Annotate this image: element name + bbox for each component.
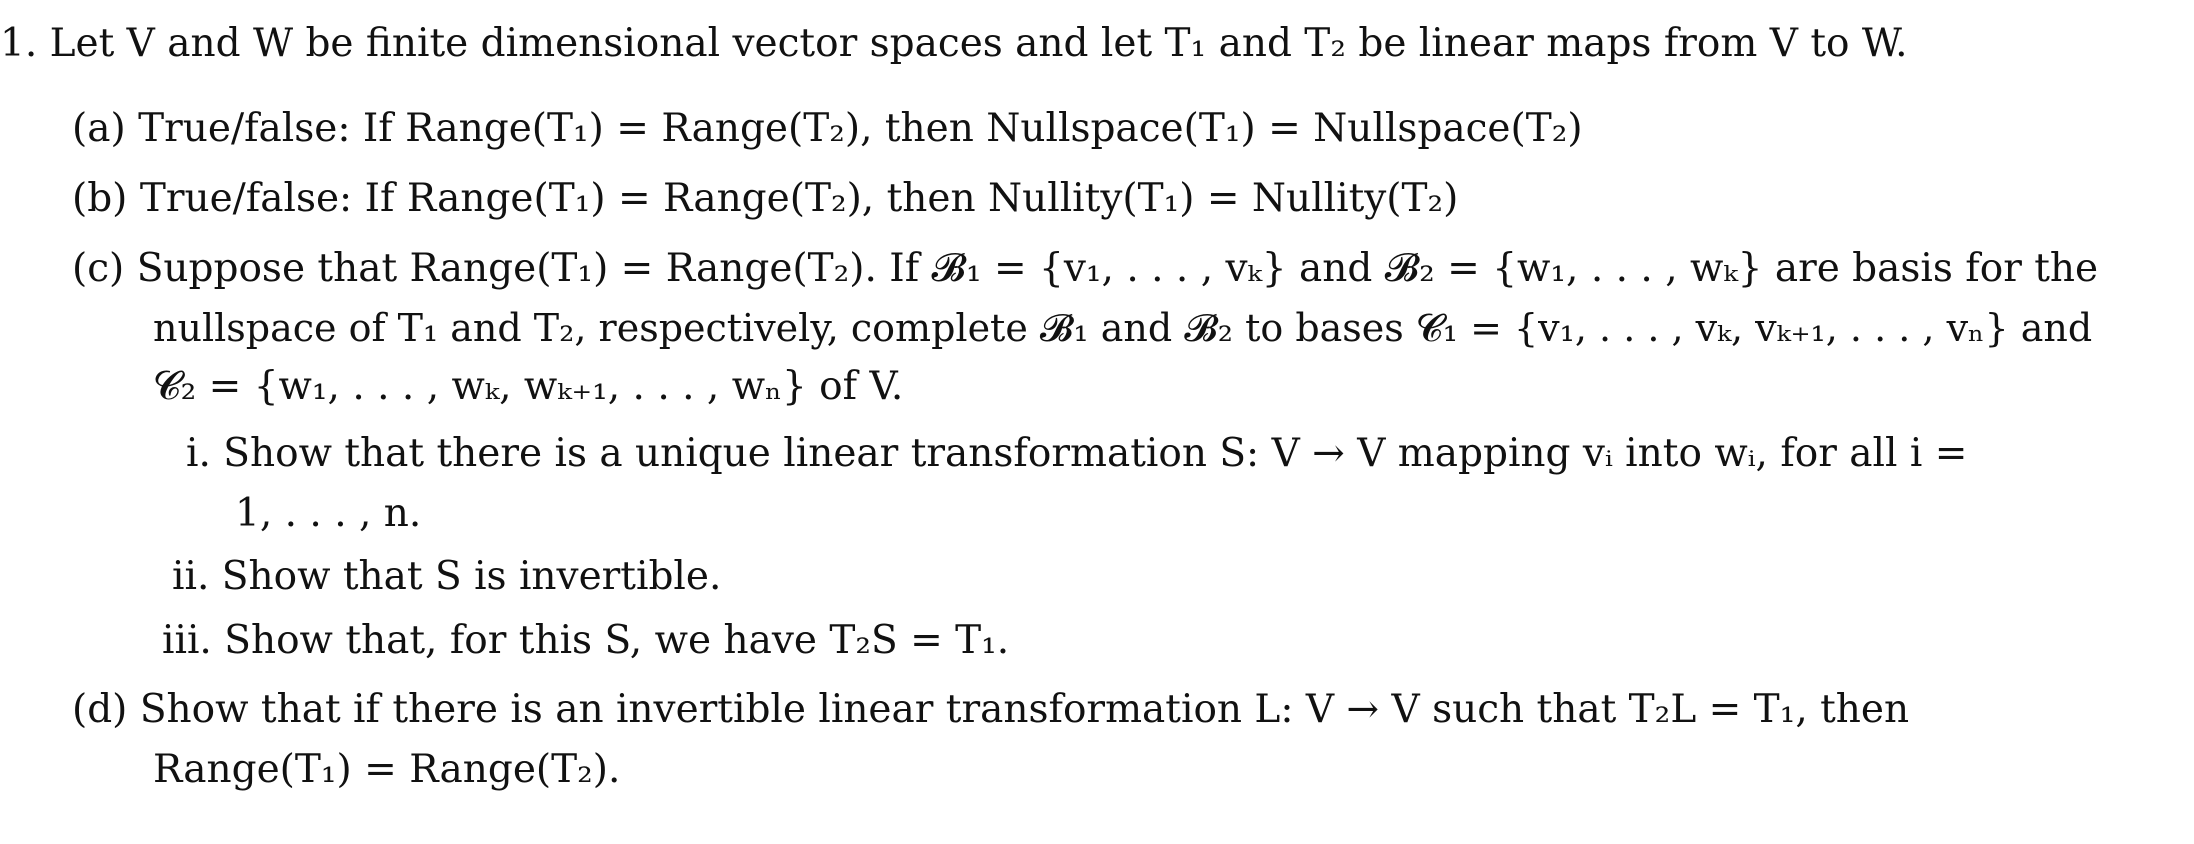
part-d-text-1: Show that if there is an invertible linear transformation L: V → V such that T₂L = T₁, then	[139, 687, 1910, 732]
subpart-iii	[162, 617, 1009, 665]
part-b-label: (b)	[72, 176, 128, 221]
part-c-text-1: Suppose that Range(T₁) = Range(T₂). If 𝓑₁ = {v₁, . . . , vₖ} and 𝓑₂ = {w₁, . . . , wₖ} are basis for the	[136, 246, 2099, 291]
part-c-line-3	[153, 363, 903, 411]
part-d-label: (d)	[72, 687, 128, 732]
problem-intro-line	[0, 20, 1908, 68]
part-c-text-2: nullspace of T₁ and T₂, respectively, complete 𝓑₁ and 𝓑₂ to bases 𝓒₁ = {v₁, . . . , vₖ, vₖ₊₁, . . . , vₙ} and	[153, 306, 2093, 350]
problem-intro: Let V and W be finite dimensional vector spaces and let T₁ and T₂ be linear maps from V to W.	[49, 21, 1908, 66]
part-b	[72, 175, 1458, 223]
subpart-i-line-2	[235, 490, 421, 538]
part-b-text: True/false: If Range(T₁) = Range(T₂), then Nullity(T₁) = Nullity(T₂)	[139, 176, 1459, 221]
part-d-text-2: Range(T₁) = Range(T₂).	[153, 747, 621, 792]
part-a-label: (a)	[72, 106, 126, 151]
subpart-ii-label: ii.	[172, 554, 210, 599]
subpart-iii-label: iii.	[162, 618, 212, 663]
subpart-ii-text: Show that S is invertible.	[221, 554, 722, 599]
subpart-ii	[172, 553, 721, 601]
subpart-iii-text: Show that, for this S, we have T₂S = T₁.	[224, 618, 1010, 663]
part-a-text: True/false: If Range(T₁) = Range(T₂), then Nullspace(T₁) = Nullspace(T₂)	[138, 106, 1583, 151]
part-d-line-1	[72, 686, 1909, 734]
part-c-label: (c)	[72, 246, 125, 291]
part-c-text-3: 𝓒₂ = {w₁, . . . , wₖ, wₖ₊₁, . . . , wₙ} of V.	[153, 364, 904, 409]
part-c-line-2	[153, 304, 2092, 352]
part-d-line-2	[153, 746, 620, 794]
problem-number: 1.	[0, 21, 38, 66]
part-a	[72, 105, 1583, 153]
part-c-line-1	[72, 245, 2098, 293]
subpart-i-line-1	[186, 430, 1967, 478]
subpart-i-text-2: 1, . . . , n.	[235, 491, 422, 536]
subpart-i-label: i.	[186, 431, 211, 476]
subpart-i-text-1: Show that there is a unique linear transformation S: V → V mapping vᵢ into wᵢ, for all i =	[223, 431, 1968, 476]
